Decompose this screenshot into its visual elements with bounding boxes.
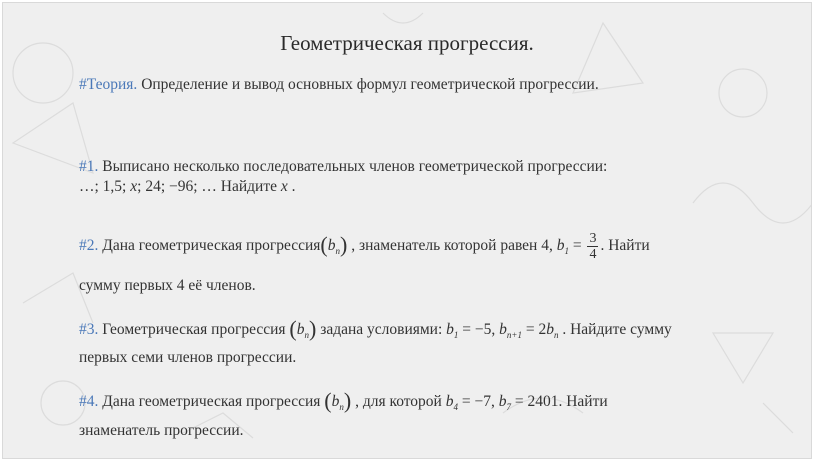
sequence-b: b [331,393,340,410]
problem-1-end: . [287,178,296,195]
sequence-b: b [296,321,305,338]
problem-3-text: Геометрическая прогрессия [98,321,290,338]
subscript-1: 1 [453,330,459,341]
problem-2-text: Дана геометрическая прогрессия [98,237,321,255]
problem-4-tag[interactable]: #4. [79,393,99,410]
subscript-7: 7 [506,402,511,413]
condition-value-1: = −7, [457,393,499,410]
subscript-n: n [339,402,344,413]
equals-sign: = [568,237,586,255]
term-b7: b [498,393,507,410]
theory-text: Определение и вывод основных формул геометрической прогрессии. [137,76,599,93]
problem-3-tag[interactable]: #3. [79,321,99,338]
subscript-n: n [335,246,340,257]
sequence-b: b [327,237,336,255]
variable-x: x [130,178,138,195]
problem-2-line2: сумму первых 4 её членов. [79,277,256,294]
subscript-n: n [304,330,309,341]
term-bn: b [546,321,554,338]
subscript-n1: n+1 [506,330,522,341]
condition-value-2: = 2 [521,321,547,338]
page-title: Геометрическая прогрессия. [280,31,534,55]
term-b1: b [556,237,565,255]
problem-2: #2. Дана геометрическая $прогрессия(b_n)$ , знаменатель которой равен 4, $b_1$ = $\frac{3}{4}$ . Найти [79,231,650,262]
problem-1-tag[interactable]: #1. [79,158,99,175]
subscript-n: n [553,330,559,341]
problem-4-line2: знаменатель прогрессии. [79,422,244,439]
condition-value-2: = 2401 [510,393,559,410]
subscript-1: 1 [564,246,569,257]
theory-link[interactable]: #Теория. [79,76,138,93]
problem-3-line2: первых семи членов прогрессии. [79,349,297,366]
problem-3-text-2: задана условиями: [316,321,447,338]
problem-2-text-3: . Найти [600,237,650,255]
fraction-numerator: 3 [589,231,597,246]
problem-3: #3. Геометрическая прогрессия $(b_n)$ задана условиями: $b_1 = -5$, $b_{n+1} = 2b_n$ . Найдите сумму [79,316,672,341]
theory-paragraph [79,75,599,95]
fraction [587,231,598,262]
problem-1-sequence-rest: ; 24; −96; … Найдите [137,178,281,195]
problem-1-line1: Выписано несколько последовательных членов геометрической прогрессии: [98,158,608,175]
term-bn1: b [499,321,507,338]
problem-4-text: Дана геометрическая прогрессия [98,393,325,410]
term-b4: b [445,393,454,410]
problem-3-text-3: . Найдите сумму [558,321,672,338]
problem-1 [79,157,607,197]
condition-value-1: = −5, [458,321,500,338]
problem-4-text-3: . Найти [558,393,608,410]
fraction-denominator: 4 [589,247,597,262]
problem-2-text-2: , знаменатель которой равен 4, [347,237,557,255]
term-b1: b [446,321,454,338]
subscript-4: 4 [453,402,458,413]
problem-4: #4. Дана геометрическая прогрессия $(b_n)$ , для которой $b_4 = -7$, $b_7 = 2401$. Найти [79,388,608,413]
problem-1-sequence: …; 1,5; [79,178,131,195]
variable-x: x [280,178,288,195]
problem-4-text-2: , для которой [351,393,446,410]
problem-2-tag[interactable]: #2. [79,237,99,255]
slide [3,3,811,458]
